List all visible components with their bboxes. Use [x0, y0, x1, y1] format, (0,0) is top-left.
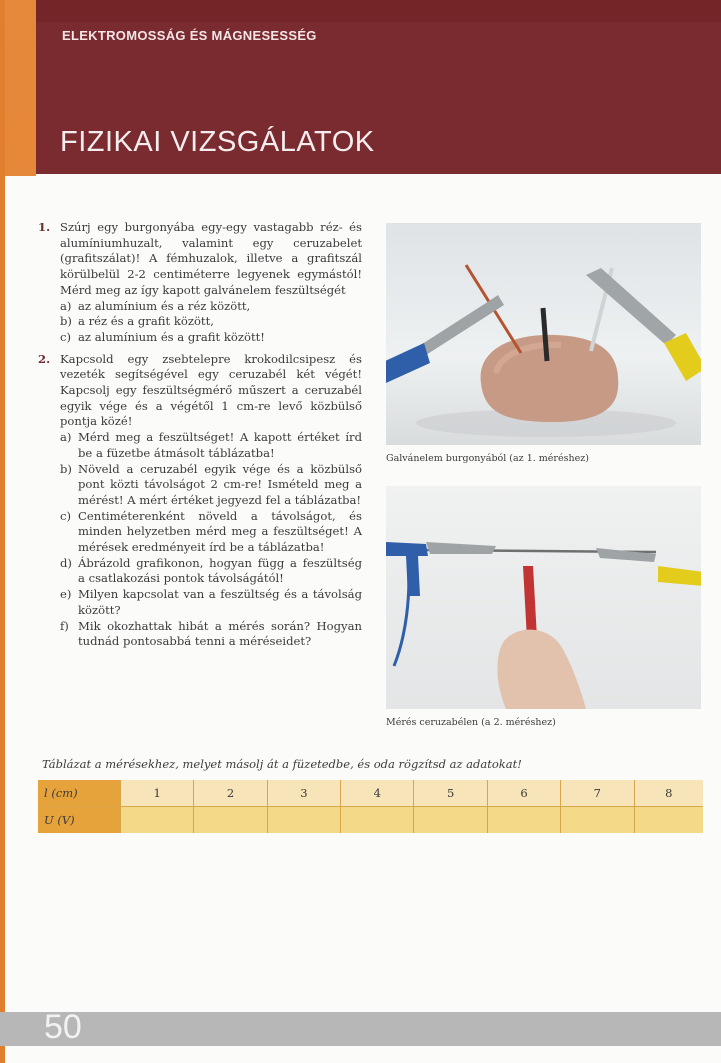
- page-number: 50: [44, 1008, 82, 1046]
- table-row-voltage: [38, 807, 703, 834]
- question-number: 2.: [38, 351, 51, 366]
- table-caption: Táblázat a mérésekhez, melyet másolj át a füzetedbe, és oda rögzítsd az adatokat!: [42, 757, 522, 771]
- sub-text: Mik okozhattak hibát a mérés során? Hogyan tudnád pontosabbá tenni a méréseidet?: [78, 618, 362, 649]
- measurement-table: [38, 780, 703, 833]
- page-margin: [0, 176, 36, 1063]
- table-cell: [121, 807, 194, 834]
- sub-label: c): [60, 508, 72, 523]
- exercise-text: [38, 220, 362, 656]
- subquestion: [60, 556, 362, 587]
- subquestion: [60, 299, 362, 315]
- row-header-length: l (cm): [38, 780, 121, 807]
- sub-label: c): [60, 329, 72, 344]
- sub-label: a): [60, 430, 72, 445]
- table-cell: 2: [194, 780, 267, 807]
- subquestion: [60, 430, 362, 461]
- subquestion: [60, 509, 362, 556]
- table-cell: [487, 807, 560, 834]
- question-number: 1.: [38, 220, 51, 234]
- question-text: Kapcsold egy zsebtelepre krokodilcsipesz és vezeték segítségével egy ceruzabél két végét! Kapcsolj egy feszültségmérő műszert a ceruzabél egyik vége és a végétől 1 cm-re levő közbülső pontja közé!: [60, 351, 362, 429]
- chapter-header: [36, 0, 721, 174]
- table-row-length: [38, 780, 703, 807]
- subquestion: [60, 330, 362, 346]
- sub-label: b): [60, 461, 72, 476]
- sub-label: f): [60, 618, 69, 633]
- row-header-voltage: U (V): [38, 807, 121, 834]
- potato-cell-illustration: [386, 223, 701, 445]
- table-cell: [414, 807, 487, 834]
- pencil-lead-photo: [386, 486, 701, 709]
- potato-cell-photo: [386, 223, 701, 445]
- table-cell: 1: [121, 780, 194, 807]
- table-cell: 6: [487, 780, 560, 807]
- subquestion: [60, 619, 362, 650]
- sub-text: Növeld a ceruzabél egyik vége és a közbülső pont közti távolságot 2 cm-re! Ismételd meg a mérést! A mért értéket jegyezd fel a táblázatba!: [78, 461, 362, 507]
- sub-label: d): [60, 555, 72, 570]
- question-text: Szúrj egy burgonyába egy-egy vastagabb réz- és alumíniumhuzalt, valamint egy ceruzabelet (grafitszálat)! A fémhuzalok, illetve a grafitszál körülbelül 2-2 centiméterre legyenek egymástól! Mérd meg az így kapott galvánelem feszültségét: [60, 220, 362, 297]
- sub-label: e): [60, 587, 72, 602]
- table-cell: 8: [634, 780, 703, 807]
- sub-text: Ábrázold grafikonon, hogyan függ a feszültség a csatlakozási pontok távolságától!: [78, 555, 362, 586]
- table-cell: 5: [414, 780, 487, 807]
- sub-text: Centiméterenként növeld a távolságot, és minden helyzetben mérd meg a feszültséget! A mérések eredményeit írd be a táblázatba!: [78, 508, 362, 555]
- table-cell: 4: [341, 780, 414, 807]
- table-cell: [194, 807, 267, 834]
- table-cell: [267, 807, 340, 834]
- table-cell: 7: [561, 780, 634, 807]
- sub-label: b): [60, 314, 72, 329]
- header-top-band: [36, 0, 721, 22]
- sub-text: a réz és a grafit között,: [78, 314, 214, 329]
- orange-edge-strip: [0, 0, 5, 1063]
- table-cell: [634, 807, 703, 834]
- section-label: ELEKTROMOSSÁG ÉS MÁGNESESSÉG: [62, 28, 317, 43]
- sub-text: az alumínium és a grafit között!: [78, 329, 265, 344]
- page-footer: [0, 1012, 721, 1046]
- table-cell: [341, 807, 414, 834]
- sub-text: Mérd meg a feszültséget! A kapott értéket írd be a füzetbe átmásolt táblázatba!: [78, 430, 362, 460]
- question-1: [38, 220, 362, 346]
- photo1-caption: Galvánelem burgonyából (az 1. méréshez): [386, 453, 589, 464]
- sub-label: a): [60, 298, 72, 313]
- table-cell: 3: [267, 780, 340, 807]
- photo2-caption: Mérés ceruzabélen (a 2. méréshez): [386, 717, 556, 728]
- sub-text: az alumínium és a réz között,: [78, 298, 251, 313]
- page-title: FIZIKAI VIZSGÁLATOK: [60, 126, 375, 158]
- subquestion: [60, 314, 362, 330]
- subquestion: [60, 587, 362, 618]
- question-2: [38, 352, 362, 650]
- pencil-lead-illustration: [386, 486, 701, 709]
- sub-text: Milyen kapcsolat van a feszültség és a távolság között?: [78, 587, 362, 617]
- subquestion: [60, 462, 362, 509]
- table-cell: [561, 807, 634, 834]
